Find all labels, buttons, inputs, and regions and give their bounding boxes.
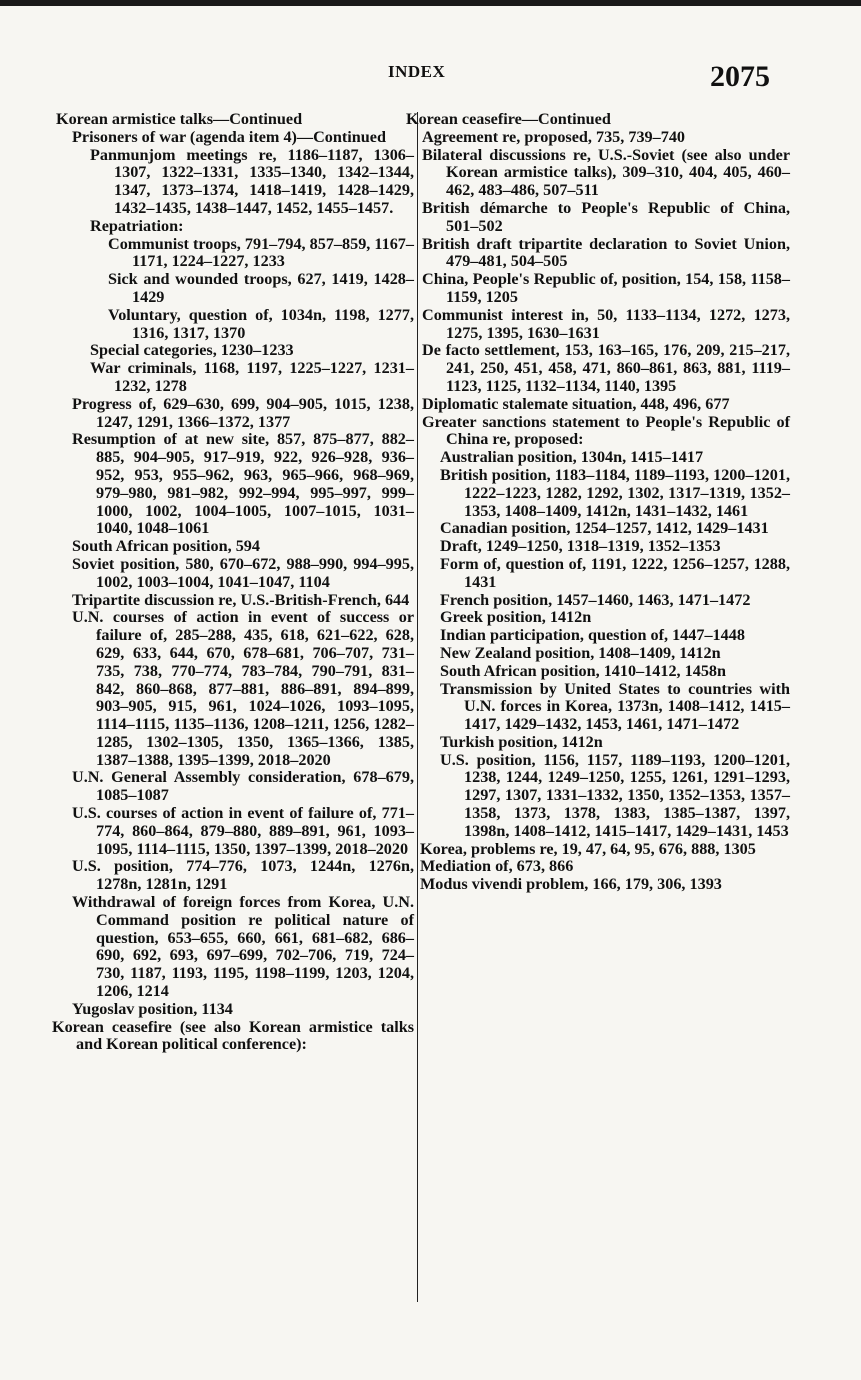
index-entry: U.S. courses of action in event of failure of, 771–774, 860–864, 879–880, 889–891, 961, 1093–1095, 1114–1115, 1350, 1397–1399, 2018–2020 bbox=[72, 804, 414, 858]
index-entry: Bilateral discussions re, U.S.-Soviet (see also under Korean armistice talks), 309–310, 404, 405, 460–462, 483–486, 507–511 bbox=[422, 145, 790, 200]
index-entry: Withdrawal of foreign forces from Korea, U.N. Command position re political nature of question, 653–655, 660, 661, 681–682, 686–690, 692, 693, 697–699, 702–706, 719, 724–730, 1187, 1193, 1195, 1198–1199, 1203, 1204, 1206, 1214 bbox=[72, 893, 414, 1001]
index-entry: Indian participation, question of, 1447–1448 bbox=[440, 626, 745, 645]
page-header-title: INDEX bbox=[388, 62, 446, 81]
index-entry: Turkish position, 1412n bbox=[440, 732, 603, 751]
index-entry: Sick and wounded troops, 627, 1419, 1428–1429 bbox=[108, 270, 414, 306]
index-entry: China, People's Republic of, position, 154, 158, 1158–1159, 1205 bbox=[422, 270, 790, 306]
index-entry: South African position, 1410–1412, 1458n bbox=[440, 661, 727, 680]
index-entry: Soviet position, 580, 670–672, 988–990, 994–995, 1002, 1003–1004, 1041–1047, 1104 bbox=[72, 554, 414, 591]
index-entry: U.S. position, 1156, 1157, 1189–1193, 1200–1201, 1238, 1244, 1249–1250, 1255, 1261, 1291–1293, 1297, 1307, 1331–1332, 1350, 1352–1353, 1357–1358, 1373, 1378, 1383, 1385–1387, 1397, 1398n, 1408–1412, 1415–1417, 1429–1431, 1453 bbox=[440, 750, 790, 840]
index-entry: U.S. position, 774–776, 1073, 1244n, 1276n, 1278n, 1281n, 1291 bbox=[72, 857, 414, 894]
right-index-column bbox=[0, 111, 790, 894]
index-entry: Transmission by United States to countries with U.N. forces in Korea, 1373n, 1408–1412, 1415–1417, 1429–1432, 1453, 1461, 1471–1472 bbox=[440, 679, 790, 734]
index-entry: Greater sanctions statement to People's Republic of China re, proposed: bbox=[422, 412, 790, 449]
index-entry: French position, 1457–1460, 1463, 1471–1472 bbox=[440, 590, 751, 609]
index-entry: Modus vivendi problem, 166, 179, 306, 1393 bbox=[420, 875, 722, 894]
index-entry: War criminals, 1168, 1197, 1225–1227, 1231–1232, 1278 bbox=[90, 359, 414, 395]
index-entry: Tripartite discussion re, U.S.-British-French, 644 bbox=[72, 590, 410, 609]
index-entry: De facto settlement, 153, 163–165, 176, 209, 215–217, 241, 250, 451, 458, 471, 860–861, 863, 881, 1119–1123, 1125, 1132–1134, 1140, 1395 bbox=[422, 341, 790, 395]
index-entry: Progress of, 629–630, 699, 904–905, 1015, 1238, 1247, 1291, 1366–1372, 1377 bbox=[72, 394, 414, 431]
index-entry: Yugoslav position, 1134 bbox=[72, 999, 233, 1018]
index-entry: Communist troops, 791–794, 857–859, 1167–1171, 1224–1227, 1233 bbox=[108, 234, 414, 271]
index-entry: New Zealand position, 1408–1409, 1412n bbox=[440, 643, 721, 662]
page-number: 2075 bbox=[710, 60, 770, 93]
index-entry: Korea, problems re, 19, 47, 64, 95, 676, 888, 1305 bbox=[420, 839, 756, 858]
index-entry: Australian position, 1304n, 1415–1417 bbox=[440, 448, 704, 467]
index-entry: Agreement re, proposed, 735, 739–740 bbox=[422, 127, 686, 146]
index-entry: Panmunjom meetings re, 1186–1187, 1306–1307, 1322–1331, 1335–1340, 1342–1344, 1347, 1373–1374, 1418–1419, 1428–1429, 1432–1435, 1438–1447, 1452, 1455–1457. bbox=[90, 145, 414, 217]
index-entry: Mediation of, 673, 866 bbox=[420, 857, 574, 876]
index-entry: Diplomatic stalemate situation, 448, 496, 677 bbox=[422, 394, 730, 413]
index-entry: Draft, 1249–1250, 1318–1319, 1352–1353 bbox=[440, 537, 721, 556]
index-entry: Form of, question of, 1191, 1222, 1256–1257, 1288, 1431 bbox=[440, 554, 790, 591]
index-entry: Prisoners of war (agenda item 4)—Continued bbox=[72, 127, 386, 146]
index-entry: Communist interest in, 50, 1133–1134, 1272, 1273, 1275, 1395, 1630–1631 bbox=[422, 305, 790, 342]
page-top-edge bbox=[0, 0, 861, 6]
index-entry: Korean armistice talks—Continued bbox=[56, 110, 303, 128]
index-entry: Canadian position, 1254–1257, 1412, 1429–1431 bbox=[440, 519, 769, 538]
index-entry: Resumption of at new site, 857, 875–877, 882–885, 904–905, 917–919, 922, 926–928, 936–952, 953, 955–962, 963, 965–966, 968–969, 979–980, 981–982, 992–994, 995–997, 999–1000, 1002, 1004–1005, 1007–1015, 1031–1040, 1048–1061 bbox=[72, 430, 414, 538]
index-entry: Special categories, 1230–1233 bbox=[90, 341, 294, 360]
index-entry: Korean ceasefire—Continued bbox=[406, 110, 611, 128]
index-entry: Voluntary, question of, 1034n, 1198, 1277, 1316, 1317, 1370 bbox=[108, 305, 414, 342]
index-entry: Greek position, 1412n bbox=[440, 608, 592, 627]
index-entry: U.N. General Assembly consideration, 678–679, 1085–1087 bbox=[72, 768, 414, 805]
index-entry: Korean ceasefire (see also Korean armistice talks and Korean political conference): bbox=[52, 1017, 414, 1054]
index-entry: British draft tripartite declaration to Soviet Union, 479–481, 504–505 bbox=[422, 234, 790, 271]
index-entry: British position, 1183–1184, 1189–1193, 1200–1201, 1222–1223, 1282, 1292, 1302, 1317–1319, 1352–1353, 1408–1409, 1412n, 1431–1432, 1461 bbox=[440, 465, 790, 520]
index-entry: U.N. courses of action in event of success or failure of, 285–288, 435, 618, 621–622, 628, 629, 633, 644, 670, 678–681, 706–707, 731–735, 738, 770–774, 783–784, 790–791, 831–842, 860–868, 877–881, 886–891, 894–899, 903–905, 915, 961, 1024–1026, 1093–1095, 1114–1115, 1135–1136, 1208–1211, 1256, 1282–1285, 1302–1305, 1350, 1365–1366, 1385, 1387–1388, 1395–1399, 2018–2020 bbox=[72, 608, 414, 769]
index-entry: Repatriation: bbox=[90, 216, 184, 235]
index-entry: South African position, 594 bbox=[72, 537, 260, 556]
index-entry: British démarche to People's Republic of China, 501–502 bbox=[422, 198, 790, 235]
